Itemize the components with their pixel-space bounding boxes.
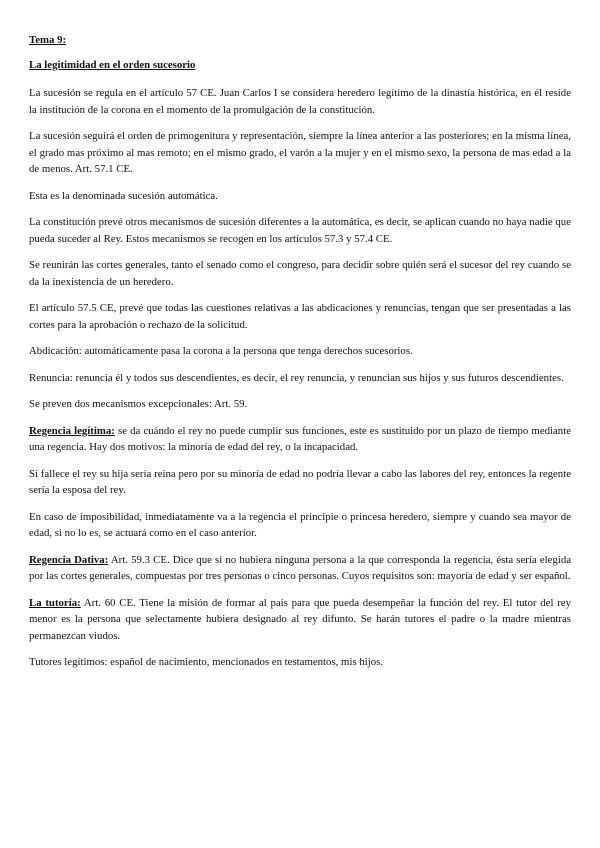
paragraph-regencia-legitima: [29, 423, 571, 456]
paragraph-regencia-dativa: [29, 552, 571, 585]
paragraph-15: Tutores legítimos: español de nacimiento, mencionados en testamentos, mis hijos.: [29, 656, 384, 668]
paragraph-9: Se preven dos mecanismos excepcionales: Art. 59.: [29, 398, 248, 410]
tutoria-text: Art. 60 CE. Tiene la misión de formar al país para que pueda desempeñar la función del rey. El tutor del rey menor es la persona que selectamente hubiera designado al rey difunto. Se harán tutores el padre o la madre mientras permanezcan viudos.: [29, 596, 571, 642]
regencia-legitima-text: se da cuándo el rey no puede cumplir sus funciones, este es sustituido por un plazo de tiempo mediante una regencia. Hay dos motivos: la minoría de edad del rey, o la incapacidad.: [29, 424, 571, 453]
paragraph-2: La sucesión seguirá el orden de primogenitura y representación, siempre la línea anterior a las posteriores; en la misma línea, el grado mas próximo al mas remoto; en el mismo grado, el varón a la mujer y en el mismo sexo, la persona de mas edad a la de menos. Art. 57.1 CE.: [29, 130, 571, 175]
paragraph-12: En caso de imposibilidad, inmediatamente va a la regencia el principie o princesa heredero, siempre y cuando sea mayor de edad, si no lo es, se actuará como en el caso anterior.: [29, 510, 571, 539]
paragraph-1: La sucesión se regula en el artículo 57 CE. Juan Carlos I se considera heredero legítimo de la dinastía histórica, en él reside la institución de la corona en el momento de la promulgación de la constitución.: [29, 87, 571, 116]
paragraph-tutoria: [29, 595, 571, 645]
paragraph-4: La constitución prevé otros mecanismos de sucesión diferentes a la automática, es decir, se aplican cuando no haya nadie que pueda suceder al Rey. Estos mecanismos se recogen en los artículos 57.3 y 57.4 CE.: [29, 216, 571, 245]
document-page: [29, 32, 571, 671]
document-title: Tema 9:: [29, 34, 67, 46]
regencia-dativa-label: Regencia Dativa:: [29, 553, 109, 566]
document-subtitle: La legitimidad en el orden sucesorio: [29, 58, 196, 71]
paragraph-6: El artículo 57.5 CE, prevé que todas las cuestiones relativas a las abdicaciones y renuncias, tengan que ser presentadas a las cortes para la aprobación o rechazo de la solicitud.: [29, 302, 571, 331]
paragraph-8: Renuncia: renuncia él y todos sus descendientes, es decir, el rey renuncia, y renuncian sus hijos y sus futuros descendientes.: [29, 371, 564, 384]
paragraph-7: Abdicación: automáticamente pasa la corona a la persona que tenga derechos sucesorios.: [29, 345, 413, 357]
regencia-legitima-label: Regencia legítima:: [29, 424, 115, 437]
paragraph-3: Esta es la denominada sucesión automática.: [29, 189, 218, 202]
paragraph-5: Se reunirán las cortes generales, tanto el senado como el congreso, para decidir sobre quién será el sucesor del rey cuando se da la inexistencia de un heredero.: [29, 259, 571, 288]
tutoria-label: La tutoría:: [29, 596, 81, 609]
paragraph-11: Si fallece el rey su hija sería reina pero por su minoría de edad no podría llevar a cabo las labores del rey, entonces la regente sería la esposa del rey.: [29, 467, 571, 496]
regencia-dativa-text: Art. 59.3 CE. Dice que si no hubiera ninguna persona a la que corresponda la regencia, ésta sería elegida por las cortes generales, compuestas por tres personas o cinco personas. Cuyos requisitos son: mayoría de edad y ser español.: [29, 553, 572, 582]
